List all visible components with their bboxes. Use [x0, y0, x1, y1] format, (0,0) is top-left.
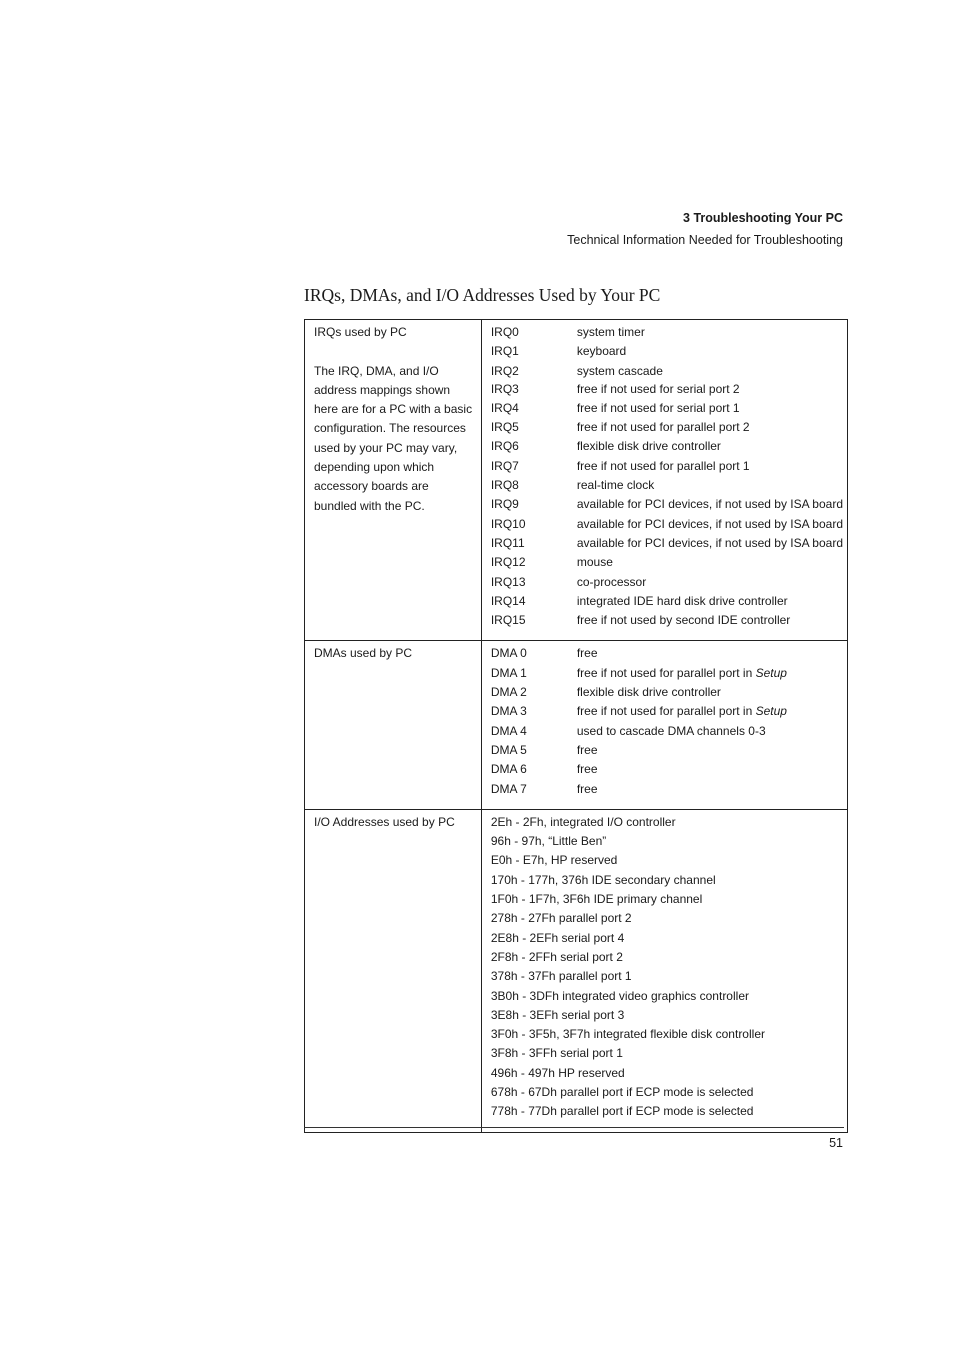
dma-row [305, 641, 848, 809]
io-entry: 778h - 77Dh parallel port if ECP mode is selected [490, 1104, 754, 1119]
dma-entry [491, 741, 843, 760]
io-label-cell [305, 809, 482, 1132]
irq-desc: co-processor [576, 574, 647, 589]
irq-code: IRQ11 [490, 535, 525, 550]
dma-entry [491, 644, 843, 663]
irq-desc: system timer [576, 325, 645, 339]
dma-entry [491, 722, 843, 741]
irq-entry [491, 573, 843, 592]
irq-entry [491, 553, 843, 572]
irq-entry [491, 611, 843, 630]
irq-entry [491, 495, 843, 514]
dma-desc: free [576, 646, 598, 661]
irq-entry [491, 437, 843, 456]
io-entry: 170h - 177h, 376h IDE secondary channel [490, 872, 716, 887]
irq-desc: free if not used for parallel port 2 [576, 420, 750, 435]
irq-desc: free if not used by second IDE controller [576, 613, 791, 628]
irq-code: IRQ1 [490, 344, 519, 359]
irq-entry [491, 457, 843, 476]
irq-entry [491, 363, 843, 380]
io-entry: 2F8h - 2FFh serial port 2 [490, 949, 623, 964]
irq-entry [491, 592, 843, 611]
io-entry: 96h - 97h, “Little Ben” [490, 834, 607, 849]
irq-entry [491, 380, 843, 399]
dma-code: DMA 2 [490, 685, 527, 700]
irq-row [305, 320, 848, 641]
io-label: I/O Addresses used by PC [314, 814, 455, 829]
irq-list [481, 320, 847, 641]
io-entry: 3B0h - 3DFh integrated video graphics controller [490, 988, 749, 1003]
running-header [567, 207, 843, 251]
irq-code: IRQ4 [490, 400, 519, 415]
io-entry: 496h - 497h HP reserved [490, 1065, 625, 1080]
irq-desc: available for PCI devices, if not used by ISA board [576, 535, 843, 550]
footer-rule [304, 1127, 844, 1128]
dma-code: DMA 1 [490, 665, 527, 680]
irq-code: IRQ10 [490, 516, 526, 531]
io-entry: 678h - 67Dh parallel port if ECP mode is selected [490, 1084, 754, 1099]
io-entry: 3E8h - 3EFh serial port 3 [490, 1007, 625, 1022]
dma-code: DMA 5 [490, 742, 527, 757]
dma-code: DMA 0 [490, 646, 527, 661]
setup-italic: Setup [755, 665, 787, 680]
dma-code: DMA 7 [490, 781, 527, 796]
irq-desc: available for PCI devices, if not used by ISA board [576, 497, 843, 512]
irq-label-cell [305, 320, 482, 641]
dma-entry [491, 702, 843, 721]
section-title: IRQs, DMAs, and I/O Addresses Used by Your PC [304, 285, 661, 305]
irq-entry [491, 476, 843, 495]
dma-list [481, 641, 847, 809]
dma-desc: free [576, 762, 598, 777]
dma-desc: free if not used for parallel port in [576, 704, 756, 719]
io-entry: 3F8h - 3FFh serial port 1 [490, 1046, 623, 1061]
irq-code: IRQ9 [490, 497, 519, 512]
irq-entry [491, 418, 843, 437]
dma-desc: flexible disk drive controller [576, 685, 721, 700]
irq-entry [491, 323, 843, 342]
irq-entry [491, 399, 843, 418]
irq-desc: free if not used for serial port 2 [576, 381, 740, 396]
io-list [481, 809, 847, 1132]
irq-code: IRQ8 [490, 478, 519, 493]
irq-desc: mouse [576, 555, 613, 570]
chapter-heading: 3 Troubleshooting Your PC [683, 211, 843, 225]
irq-entry [491, 534, 843, 553]
irq-desc: flexible disk drive controller [576, 439, 721, 454]
dma-code: DMA 4 [490, 723, 527, 738]
dma-desc: used to cascade DMA channels 0-3 [576, 723, 766, 738]
dma-desc: free [576, 781, 598, 796]
dma-code: DMA 3 [490, 704, 527, 719]
dma-desc: free if not used for parallel port in [576, 665, 756, 680]
irq-desc: keyboard [576, 344, 627, 359]
io-entry: 378h - 37Fh parallel port 1 [490, 969, 632, 984]
irq-entry [491, 342, 843, 361]
irq-code: IRQ12 [490, 555, 526, 570]
io-row [305, 809, 848, 1132]
irq-desc: integrated IDE hard disk drive controller [576, 593, 788, 608]
dma-entry [491, 664, 843, 683]
irq-code: IRQ7 [490, 458, 519, 473]
chapter-subtitle: Technical Information Needed for Troubleshooting [567, 233, 843, 247]
irq-code: IRQ14 [490, 593, 526, 608]
irq-code: IRQ13 [490, 574, 526, 589]
irq-code: IRQ0 [490, 325, 519, 339]
irq-code: IRQ15 [490, 613, 526, 628]
irq-desc: available for PCI devices, if not used by ISA board [576, 516, 843, 531]
dma-entry [491, 760, 843, 779]
irq-desc: free if not used for parallel port 1 [576, 458, 750, 473]
io-entry: 3F0h - 3F5h, 3F7h integrated flexible disk controller [490, 1027, 765, 1042]
irq-description: The IRQ, DMA, and I/O address mappings shown here are for a PC with a basic configuration. The resources used by your PC may vary, depending upon which accessory boards are bundled with the PC. [314, 363, 473, 513]
irq-desc: real-time clock [576, 478, 655, 493]
resource-table [304, 319, 848, 1133]
dma-entry [491, 683, 843, 702]
irq-desc: free if not used for serial port 1 [576, 400, 740, 415]
irq-code: IRQ5 [490, 420, 519, 435]
dma-code: DMA 6 [490, 762, 527, 777]
io-entry: 2E8h - 2EFh serial port 4 [490, 930, 625, 945]
irq-label: IRQs used by PC [314, 325, 407, 339]
dma-label-cell [305, 641, 482, 809]
io-entry: 278h - 27Fh parallel port 2 [490, 911, 632, 926]
setup-italic: Setup [755, 704, 787, 719]
irq-code: IRQ2 [490, 363, 519, 378]
dma-desc: free [576, 742, 598, 757]
io-entry: E0h - E7h, HP reserved [490, 853, 618, 868]
irq-entry [491, 515, 843, 534]
dma-label: DMAs used by PC [314, 646, 413, 661]
page-number: 51 [829, 1136, 843, 1150]
io-entry: 1F0h - 1F7h, 3F6h IDE primary channel [490, 892, 703, 907]
dma-entry [491, 780, 843, 799]
irq-desc: system cascade [576, 363, 663, 378]
io-entry: 2Eh - 2Fh, integrated I/O controller [490, 814, 676, 829]
irq-code: IRQ3 [490, 381, 519, 396]
irq-code: IRQ6 [490, 439, 519, 454]
